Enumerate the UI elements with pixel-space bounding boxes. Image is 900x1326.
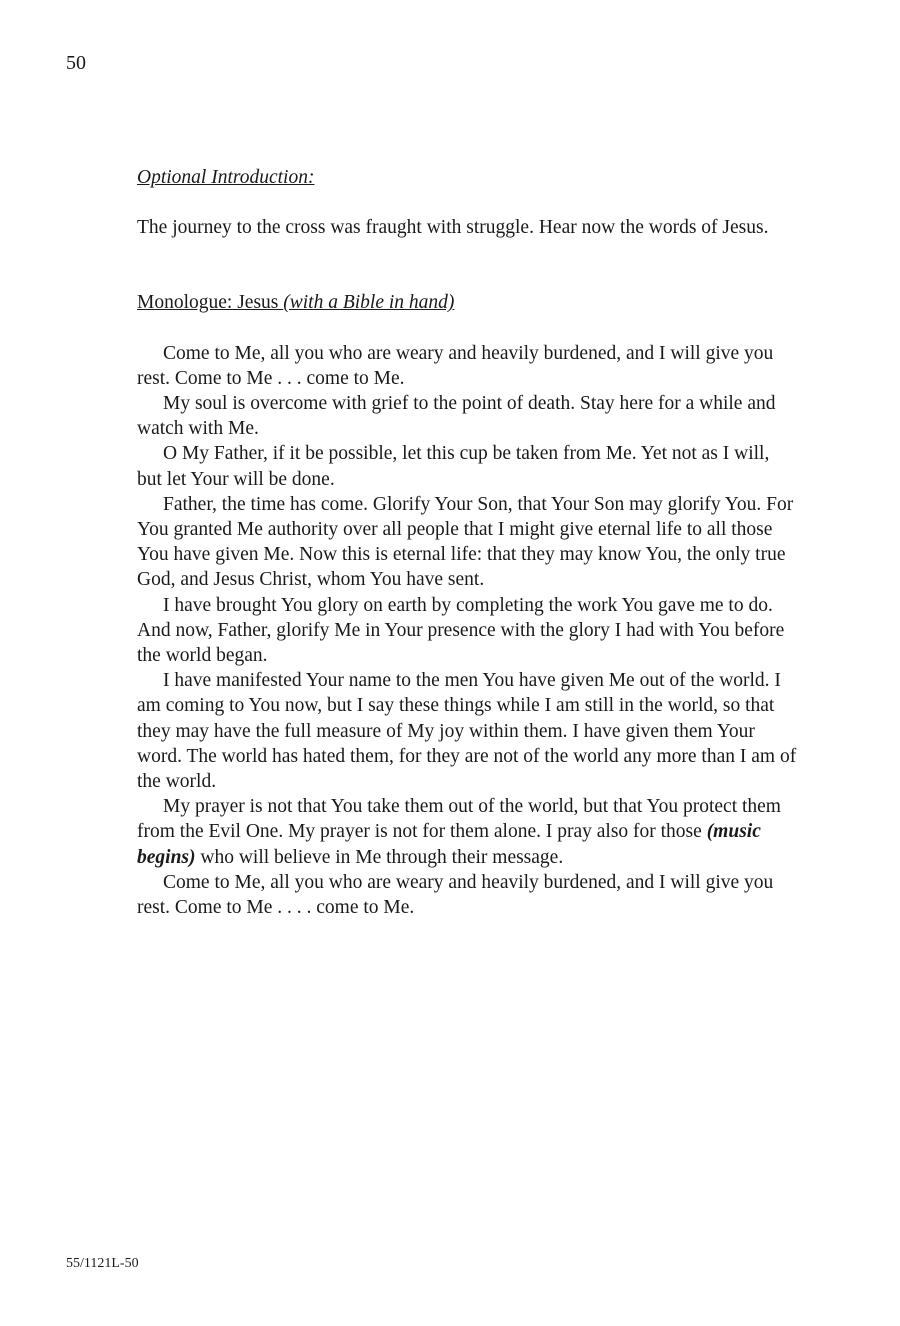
monologue-closing: Come to Me, all you who are weary and heavily burdened, and I will give you rest. Come to Me . . . . come to Me. — [137, 871, 774, 919]
monologue-paragraph: I have brought You glory on earth by completing the work You gave me to do. And now, Father, glorify Me in Your presence with the glory I had with You before the world began. — [137, 594, 785, 667]
page-number: 50 — [66, 52, 86, 74]
paragraph-text: My prayer is not that You take them out of the world, but that You protect them from the Evil One. My prayer is not for them alone. I pray also for those — [137, 796, 781, 843]
monologue-heading-label: Monologue: Jesus — [137, 292, 284, 314]
intro-text: The journey to the cross was fraught with struggle. Hear now the words of Jesus. — [137, 217, 769, 239]
monologue-paragraph: O My Father, if it be possible, let this cup be taken from Me. Yet not as I will, but let Your will be done. — [137, 443, 770, 490]
monologue-text — [137, 341, 797, 921]
stage-direction: (with a Bible in hand) — [283, 292, 455, 314]
monologue-paragraph: Come to Me, all you who are weary and heavily burdened, and I will give you rest. Come to Me . . . come to Me. — [137, 342, 774, 389]
intro-heading: Optional Introduction: — [137, 167, 315, 188]
music-cue: (music begins) — [137, 821, 761, 868]
monologue-heading — [137, 290, 797, 315]
monologue-paragraph: I have manifested Your name to the men You have given Me out of the world. I am coming to You now, but I say these things while I am still in the world, so that they may have the full measure of My joy within them. I have given them Your word. The world has hated them, for they are not of the world any more than I am of the world. — [137, 670, 797, 793]
paragraph-text: who will believe in Me through their message. — [195, 846, 564, 868]
monologue-paragraph: My soul is overcome with grief to the point of death. Stay here for a while and watch with Me. — [137, 393, 776, 440]
page-content — [137, 165, 797, 920]
footer-code: 55/1121L-50 — [66, 1256, 139, 1271]
monologue-paragraph-music-cue — [137, 794, 797, 870]
monologue-paragraph: Father, the time has come. Glorify Your Son, that Your Son may glorify You. For You granted Me authority over all people that I might give eternal life to all those You have given Me. Now this is eternal life: that they may know You, the only true God, and Jesus Christ, whom You have sent. — [137, 493, 794, 591]
